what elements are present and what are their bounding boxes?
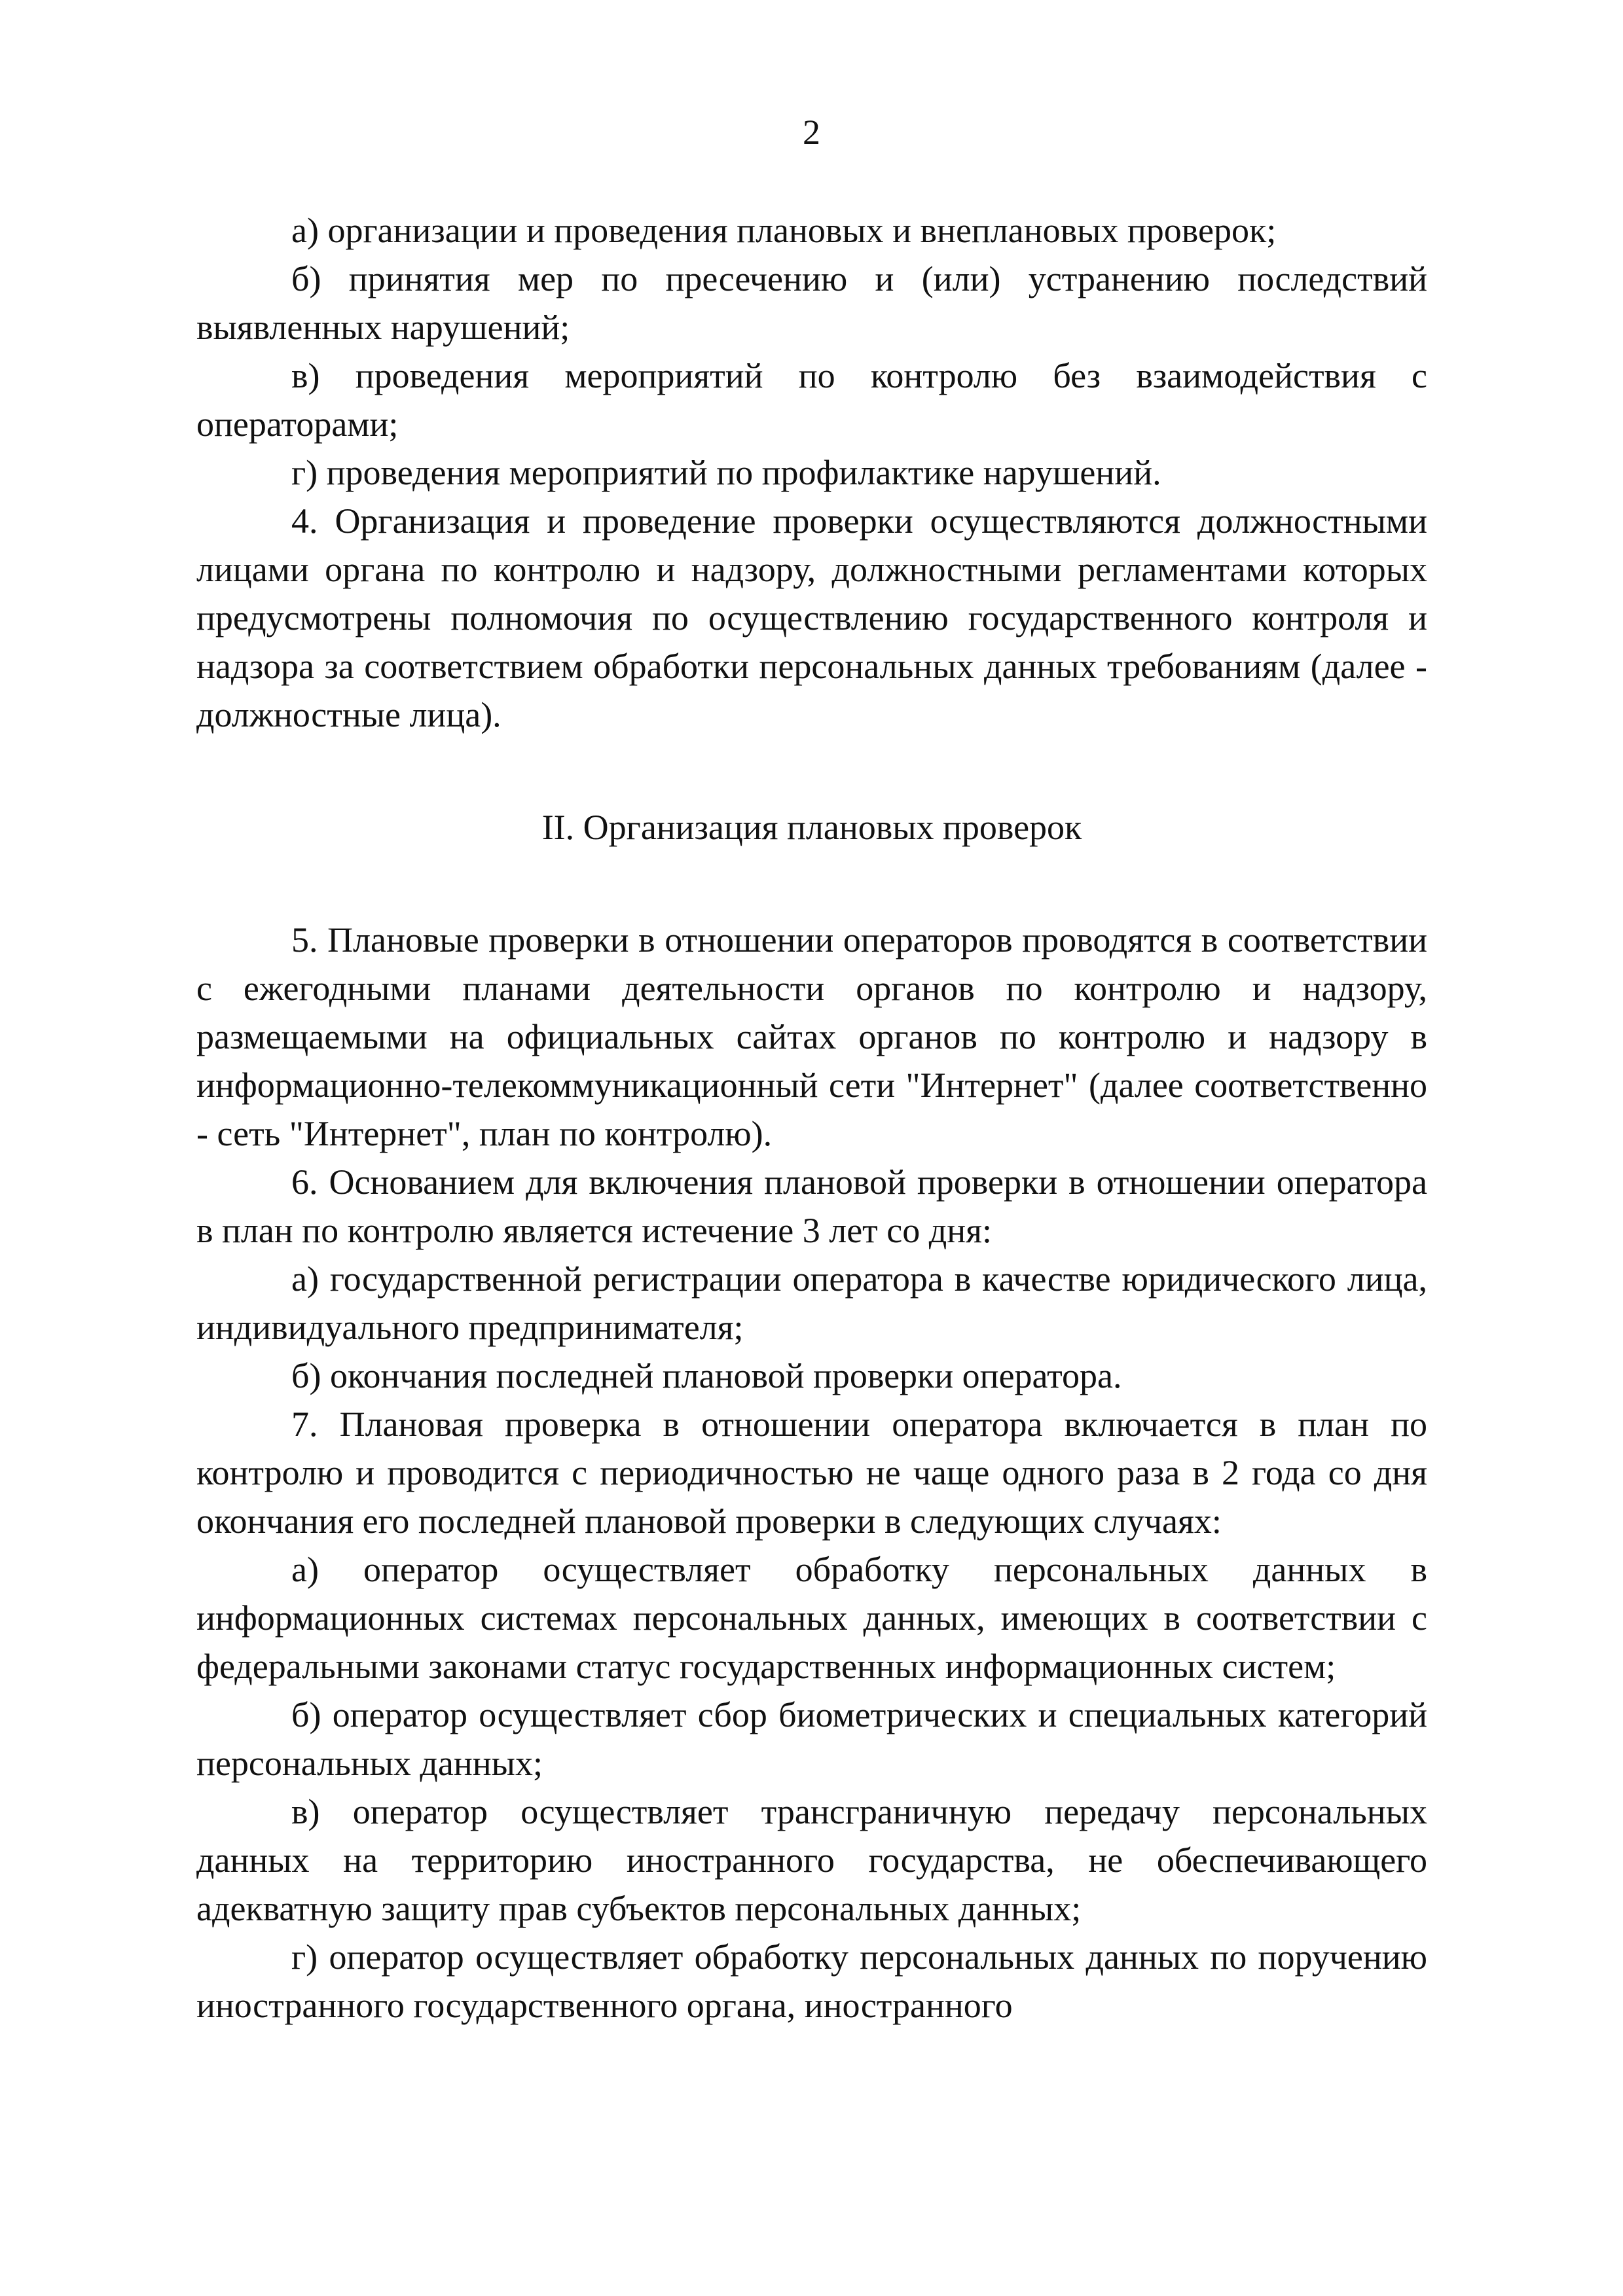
paragraph-3v: в) проведения мероприятий по контролю без взаимодействия с операторами; [196, 356, 1427, 444]
paragraph-3a: а) организации и проведения плановых и внеплановых проверок; [291, 211, 1277, 250]
paragraph-6: 6. Основанием для включения плановой проверки в отношении оператора в план по контролю является истечение 3 лет со дня: [196, 1162, 1427, 1250]
paragraph-5: 5. Плановые проверки в отношении операторов проводятся в соответствии с ежегодными планами деятельности органов по контролю и надзору, размещаемыми на официальных сайтах органов по контролю и надзору в информационно-телекоммуникационный сети "Интернет" (далее соответственно - сеть "Интернет", план по контролю). [196, 920, 1427, 1153]
paragraph-6b: б) окончания последней плановой проверки оператора. [291, 1356, 1122, 1395]
paragraph-7v: в) оператор осуществляет трансграничную передачу персональных данных на территорию иностранного государства, не обеспечивающего адекватную защиту прав субъектов персональных данных; [196, 1792, 1427, 1928]
document-body [196, 206, 1427, 2030]
section-heading: II. Организация плановых проверок [541, 808, 1082, 847]
paragraph-4: 4. Организация и проведение проверки осуществляются должностными лицами органа по контролю и надзору, должностными регламентами которых предусмотрены полномочия по осуществлению государственного контроля и надзора за соответствием обработки персональных данных требованиям (далее - должностные лица). [196, 501, 1427, 734]
paragraph-7b: б) оператор осуществляет сбор биометрических и специальных категорий персональных данных; [196, 1695, 1427, 1783]
paragraph-7a: а) оператор осуществляет обработку персональных данных в информационных системах персональных данных, имеющих в соответствии с федеральными законами статус государственных информационных систем; [196, 1550, 1427, 1686]
paragraph-3g: г) проведения мероприятий по профилактике нарушений. [291, 453, 1161, 492]
paragraph-7g: г) оператор осуществляет обработку персональных данных по поручению иностранного государственного органа, иностранного [196, 1937, 1427, 2025]
paragraph-3b: б) принятия мер по пресечению и (или) устранению последствий выявленных нарушений; [196, 259, 1427, 347]
paragraph-7: 7. Плановая проверка в отношении оператора включается в план по контролю и проводится с периодичностью не чаще одного раза в 2 года со дня окончания его последней плановой проверки в следующих случаях: [196, 1405, 1427, 1541]
paragraph-6a: а) государственной регистрации оператора в качестве юридического лица, индивидуального предпринимателя; [196, 1259, 1427, 1347]
page-number: 2 [803, 113, 820, 152]
